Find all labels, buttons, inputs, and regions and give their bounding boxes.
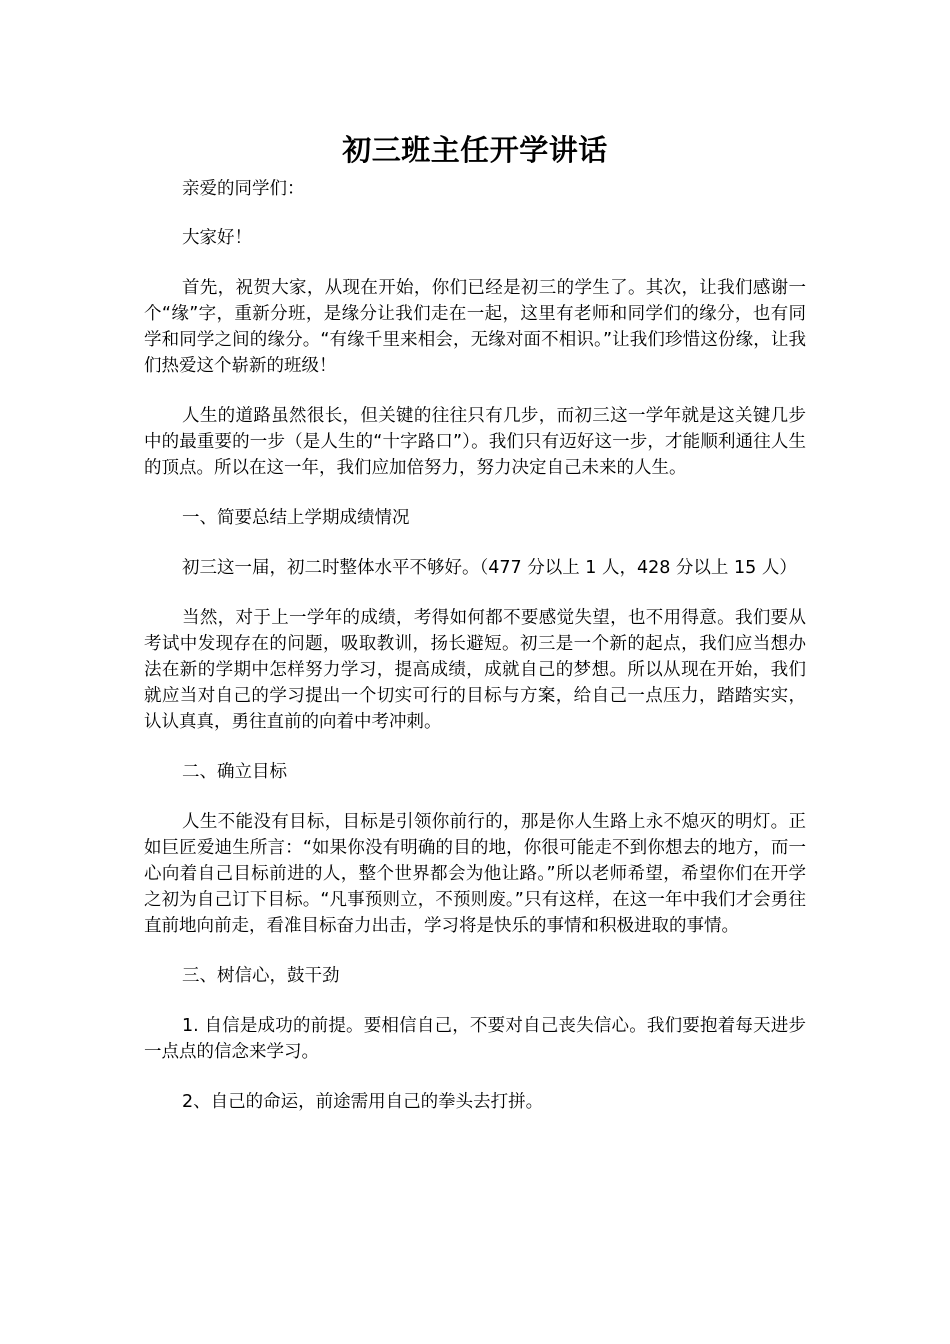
section-heading-1: 一、简要总结上学期成绩情况: [182, 508, 410, 528]
body-paragraph: 初三这一届，初二时整体水平不够好。（477 分以上 1 人，428 分以上 15 人）: [182, 558, 797, 578]
document-title: 初三班主任开学讲话: [342, 133, 608, 167]
list-item: 2、自己的命运，前途需用自己的拳头去打拼。: [182, 1092, 544, 1112]
document-page: [144, 128, 806, 1139]
list-item: 1. 自信是成功的前提。要相信自己，不要对自己丧失信心。我们要抱着每天进步一点点的信念来学习。: [144, 1016, 806, 1062]
body-paragraph: 当然，对于上一学年的成绩，考得如何都不要感觉失望，也不用得意。我们要从考试中发现存在的问题，吸取教训，扬长避短。初三是一个新的起点，我们应当想办法在新的学期中怎样努力学习，提高成绩，成就自己的梦想。所以从现在开始，我们就应当对自己的学习提出一个切实可行的目标与方案，给自己一点压力，踏踏实实，认认真真，勇往直前的向着中考冲刺。: [144, 608, 806, 732]
section-heading-3: 三、树信心，鼓干劲: [182, 966, 340, 986]
section-heading-2: 二、确立目标: [182, 762, 287, 782]
body-paragraph: 人生的道路虽然很长，但关键的往往只有几步，而初三这一学年就是这关键几步中的最重要的一步（是人生的“十字路口”）。我们只有迈好这一步，才能顺利通往人生的顶点。所以在这一年，我们应加倍努力，努力决定自己未来的人生。: [144, 406, 806, 478]
body-paragraph: 人生不能没有目标，目标是引领你前行的，那是你人生路上永不熄灭的明灯。正如巨匠爱迪生所言：“如果你没有明确的目的地，你很可能走不到你想去的地方，而一心向着自己目标前进的人，整个世界都会为他让路。”所以老师希望，希望你们在开学之初为自己订下目标。“凡事预则立，不预则废。”只有这样，在这一年中我们才会勇往直前地向前走，看准目标奋力出击，学习将是快乐的事情和积极进取的事情。: [144, 812, 806, 936]
salutation: 亲爱的同学们：: [182, 179, 305, 199]
body-paragraph: 首先，祝贺大家，从现在开始，你们已经是初三的学生了。其次，让我们感谢一个“缘”字，重新分班，是缘分让我们走在一起，这里有老师和同学们的缘分，也有同学和同学之间的缘分。“有缘千里来相会，无缘对面不相识。”让我们珍惜这份缘，让我们热爱这个崭新的班级！: [144, 278, 806, 376]
greeting: 大家好！: [182, 228, 252, 248]
